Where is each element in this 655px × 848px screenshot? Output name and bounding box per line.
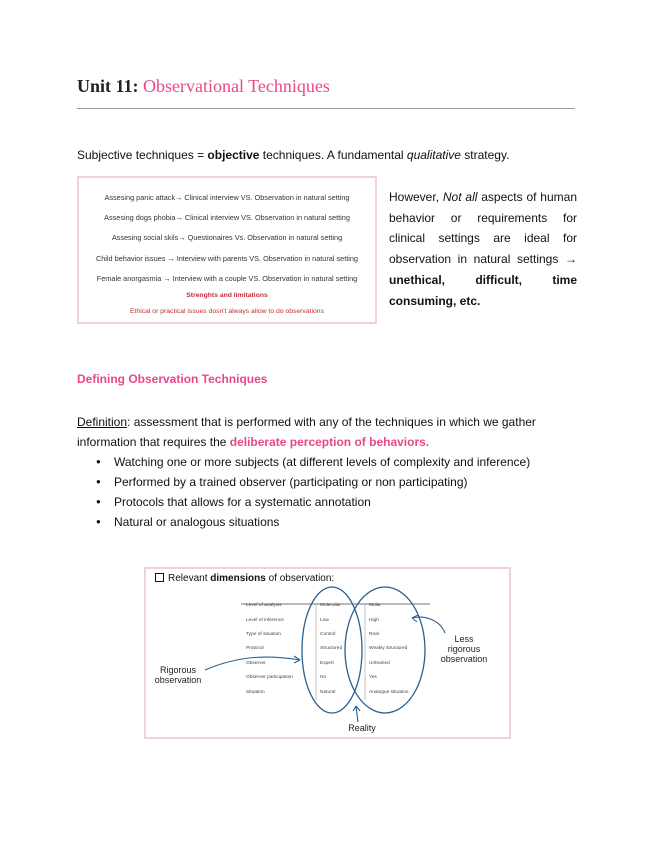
right-arrowhead-icon — [412, 615, 418, 622]
comparison-row: Female anorgasmia → Interview with a couple VS. Observation in natural setting — [96, 274, 358, 283]
table-cell: Control — [320, 632, 336, 637]
right-arrow — [412, 617, 445, 633]
table-cell: Level of inference — [246, 618, 284, 623]
title-accent: Observational Techniques — [143, 76, 330, 96]
intro-italic: qualitative — [406, 148, 461, 162]
strengths-label: Strenghts and limitations — [186, 292, 268, 299]
comparison-row: Assesing panic attack→ Clinical interview VS. Observation in natural setting — [104, 193, 350, 202]
title-prefix: Unit 11: — [77, 76, 144, 96]
comparison-row: Assesing dogs phobia→ Clinical interview VS. Observation in natural setting — [104, 213, 350, 222]
table-cell: High — [369, 618, 379, 623]
table-cell: Observer — [246, 661, 266, 666]
definition-text: : assessment that is performed with any of the techniques in which we gather information that requires the — [77, 415, 536, 449]
side-italic: Not all — [442, 190, 478, 204]
list-item: ● Performed by a trained observer (participating or non participating) — [96, 472, 530, 492]
table-cell: Type of situation — [246, 632, 281, 637]
section-heading: Defining Observation Techniques — [77, 372, 268, 386]
reality-annotation: Reality — [348, 723, 376, 733]
table-cell: No — [320, 675, 327, 680]
table-cell: Weakly structured — [369, 646, 408, 651]
side-bold: unethical, difficult, time consuming, etc. — [389, 272, 577, 308]
intro-text-2: techniques. A fundamental — [259, 148, 407, 162]
definition-label: Definition — [77, 415, 128, 429]
list-item: ● Protocols that allows for a systematic annotation — [96, 492, 530, 512]
table-cell: Molecular — [320, 603, 341, 608]
ethical-note: Ethical or practical issues dosn't always allow to do observations — [130, 308, 324, 315]
intro-bold: objective — [207, 148, 260, 162]
list-item: ● Watching one or more subjects (at different levels of complexity and inference) — [96, 452, 530, 472]
side-text-2: aspects of human behavior or requirements for clinical settings are ideal for observation in natural settings → — [389, 190, 578, 267]
table-cell: Yes — [369, 675, 377, 680]
intro-text-1: Subjective techniques = — [77, 148, 208, 162]
table-cell: Observer participation — [246, 675, 293, 680]
table-cell: Level of analysis — [246, 603, 282, 608]
table-cell: Untrained — [369, 661, 390, 666]
figure-label-suffix: of observation: — [265, 573, 335, 584]
figure-label-prefix: Relevant — [168, 573, 211, 584]
list-item: ● Natural or analogous situations — [96, 512, 530, 532]
table-cell: Analogue situation — [369, 690, 409, 695]
table-cell: Real — [369, 632, 379, 637]
figure-label-bold: dimensions — [210, 573, 266, 584]
table-cell: Low — [320, 618, 329, 623]
intro-text-3: strategy. — [460, 148, 510, 162]
definition-highlight: deliberate perception of behaviors. — [229, 435, 430, 449]
comparison-row: Child behavior issues → Interview with parents VS. Observation in natural setting — [95, 254, 358, 263]
side-text-1: However, — [389, 190, 443, 204]
table-cell: Structured — [320, 646, 343, 651]
table-cell: Natural — [320, 690, 336, 695]
table-cell: Situation — [246, 690, 265, 695]
table-cell: Protocol — [246, 646, 264, 651]
comparison-row: Assesing social skils→ Questionaires Vs. Observation in natural setting — [111, 233, 343, 242]
less-rigorous-annotation: Less rigorous observation — [440, 634, 488, 664]
rigorous-annotation: Rigorous observation — [154, 665, 202, 685]
table-cell: Molar — [369, 603, 381, 608]
table-cell: Expert — [320, 661, 334, 666]
